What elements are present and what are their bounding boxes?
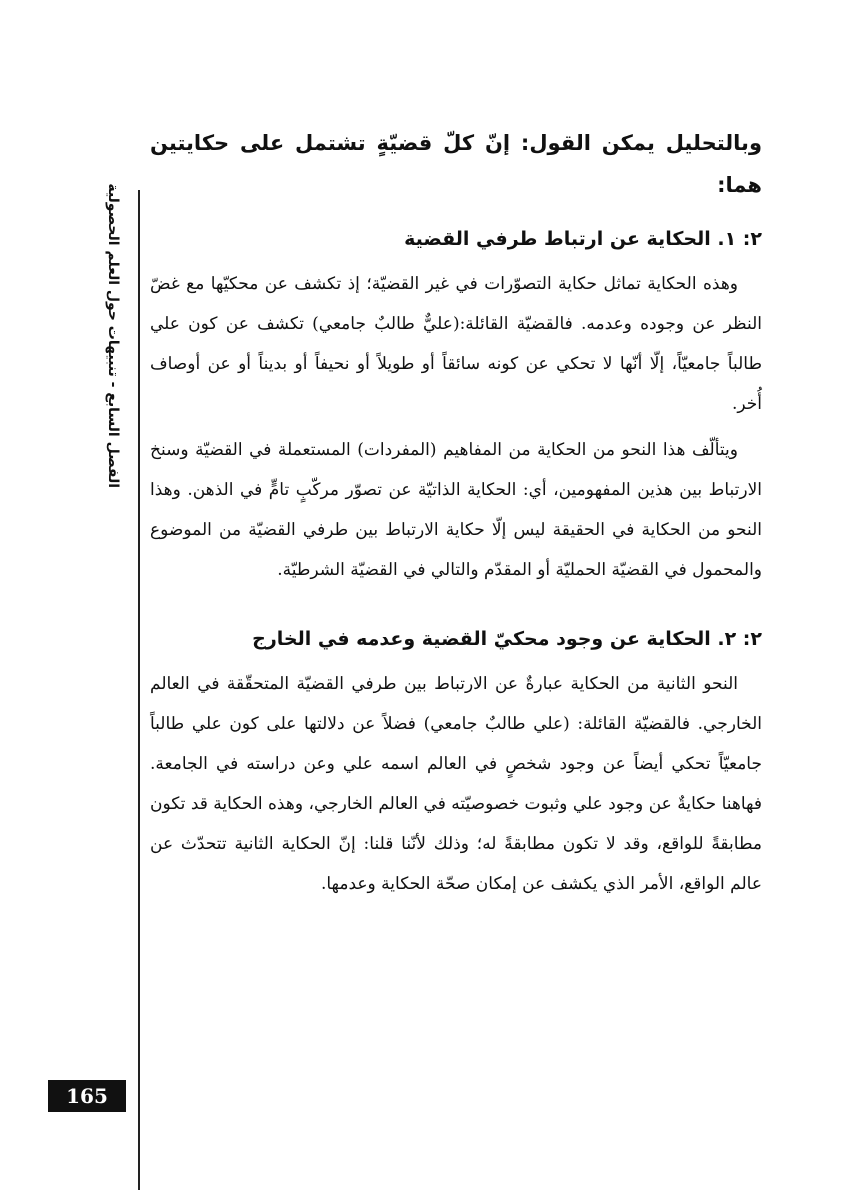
section-1 — [150, 224, 762, 590]
page-number: 165 — [48, 1080, 126, 1112]
section-heading: ٢: ٢. الحكاية عن وجود محكيّ القضية وعدمه في الخارج — [252, 628, 762, 650]
section-2 — [150, 624, 762, 904]
page-body — [150, 122, 762, 938]
running-head: الفصل السابع - تنبيهات حول العلم الحصولية — [105, 183, 121, 488]
margin-rule — [138, 190, 140, 1190]
intro-sentence: وبالتحليل يمكن القول: إنّ كلّ قضيّةٍ تشتمل على حكايتين هما: — [150, 131, 762, 197]
section-heading: ٢: ١. الحكاية عن ارتباط طرفي القضية — [404, 228, 762, 250]
paragraph: ويتألّف هذا النحو من الحكاية من المفاهيم (المفردات) المستعملة في القضيّة وسنخ الارتباط بين هذين المفهومين، أي: الحكاية الذاتيّة عن تصوّر مركّبٍ تامٍّ في الذهن. وهذا النحو من الحكاية في الحقيقة ليس إلّا حكاية الارتباط بين طرفي القضيّة من الموضوع والمحمول في القضيّة الحمليّة أو المقدّم والتالي في القضيّة الشرطيّة. — [150, 440, 762, 580]
paragraph: وهذه الحكاية تماثل حكاية التصوّرات في غير القضيّة؛ إذ تكشف عن محكيّها مع غضّ النظر عن وجوده وعدمه. فالقضيّة القائلة:(عليٌّ طالبٌ جامعي) تكشف عن كون علي طالباً جامعيّاً، إلّا أنّها لا تحكي عن كونه سائقاً أو طويلاً أو نحيفاً أو بديناً أو عن أوصاف أُخر. — [150, 274, 762, 414]
paragraph: النحو الثانية من الحكاية عبارةٌ عن الارتباط بين طرفي القضيّة المتحقّقة في العالم الخارجي. فالقضيّة القائلة: (علي طالبٌ جامعي) فضلاً عن دلالتها على كون علي طالباً جامعيّاً تحكي أيضاً عن وجود شخصٍ في العالم اسمه علي وعن دراسته في الجامعة. فهاهنا حكايةٌ عن وجود علي وثبوت خصوصيّته في العالم الخارجي، وهذه الحكاية قد تكون مطابقةً للواقع، وقد لا تكون مطابقةً له؛ وذلك لأنّنا قلنا: إنّ الحكاية الثانية تتحدّث عن عالم الواقع، الأمر الذي يكشف عن إمكان صحّة الحكاية وعدمها. — [150, 674, 762, 894]
